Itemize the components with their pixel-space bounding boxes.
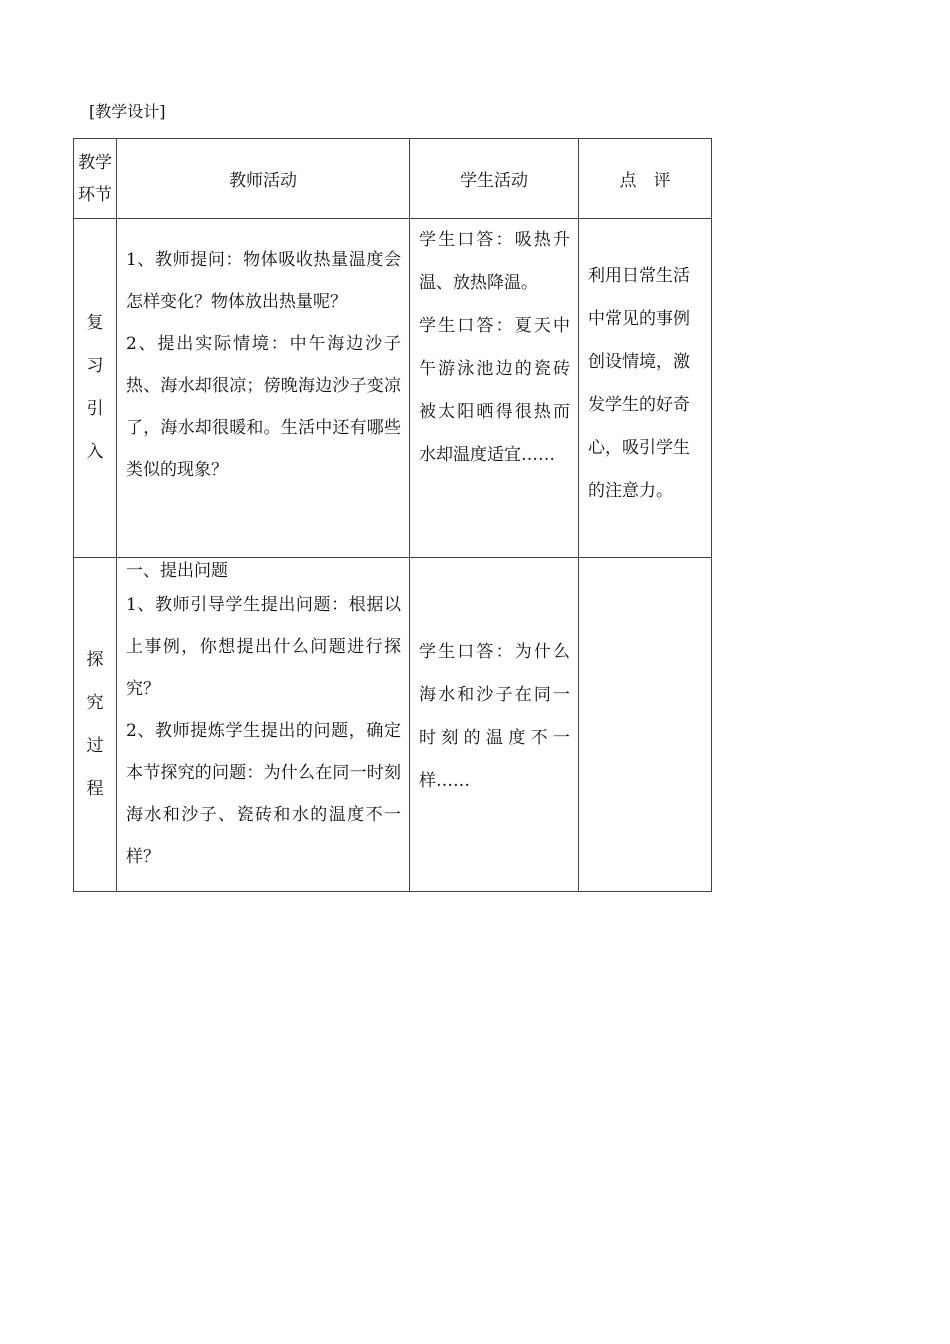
comment-cell — [579, 558, 712, 892]
teacher-paragraph: 一、提出问题 — [126, 561, 228, 581]
stage-char: 探 — [86, 649, 104, 670]
header-comment: 点 评 — [579, 139, 712, 219]
stage-cell — [74, 558, 117, 892]
table-row — [74, 558, 712, 892]
stage-char: 究 — [86, 692, 104, 713]
stage-char: 程 — [86, 778, 104, 799]
student-paragraph: 学生口答：为什么海水和沙子在同一时刻的温度不一样…… — [419, 642, 570, 791]
teacher-paragraph: 1、教师引导学生提出问题：根据以上事例，你想提出什么问题进行探究？ — [126, 595, 401, 699]
teacher-paragraph: 2、教师提炼学生提出的问题，确定本节探究的问题：为什么在同一时刻海水和沙子、瓷砖和水的温度不一样？ — [126, 721, 401, 867]
stage-char: 过 — [86, 735, 104, 756]
header-stage-line1: 教学 — [78, 152, 112, 173]
stage-char: 复 — [86, 313, 104, 333]
table-row — [74, 219, 712, 558]
lesson-plan-table — [73, 138, 712, 892]
stage-char: 引 — [86, 399, 104, 419]
header-student: 学生活动 — [410, 139, 579, 219]
teacher-activity-cell — [117, 558, 410, 892]
student-activity-cell — [410, 219, 579, 558]
header-teacher: 教师活动 — [117, 139, 410, 219]
teacher-activity-cell — [117, 219, 410, 558]
student-paragraph: 学生口答：吸热升温、放热降温。 — [419, 230, 570, 293]
teacher-paragraph: 1、教师提问：物体吸收热量温度会怎样变化？物体放出热量呢？ — [126, 250, 401, 312]
teacher-paragraph: 2、提出实际情境：中午海边沙子热、海水却很凉；傍晚海边沙子变凉了，海水却很暖和。生活中还有哪些类似的现象？ — [126, 334, 401, 480]
header-stage-line2: 环节 — [78, 184, 112, 205]
comment-cell: 利用日常生活中常见的事例创设情境，激发学生的好奇心，吸引学生的注意力。 — [579, 219, 712, 558]
student-activity-cell — [410, 558, 579, 892]
student-paragraph: 学生口答：夏天中午游泳池边的瓷砖被太阳晒得很热而水却温度适宜…… — [419, 316, 570, 465]
stage-char: 入 — [86, 442, 104, 462]
table-header-row — [74, 139, 712, 219]
stage-cell — [74, 219, 117, 558]
section-heading: [教学设计] — [89, 102, 166, 121]
stage-char: 习 — [86, 356, 104, 376]
header-stage — [74, 139, 117, 219]
